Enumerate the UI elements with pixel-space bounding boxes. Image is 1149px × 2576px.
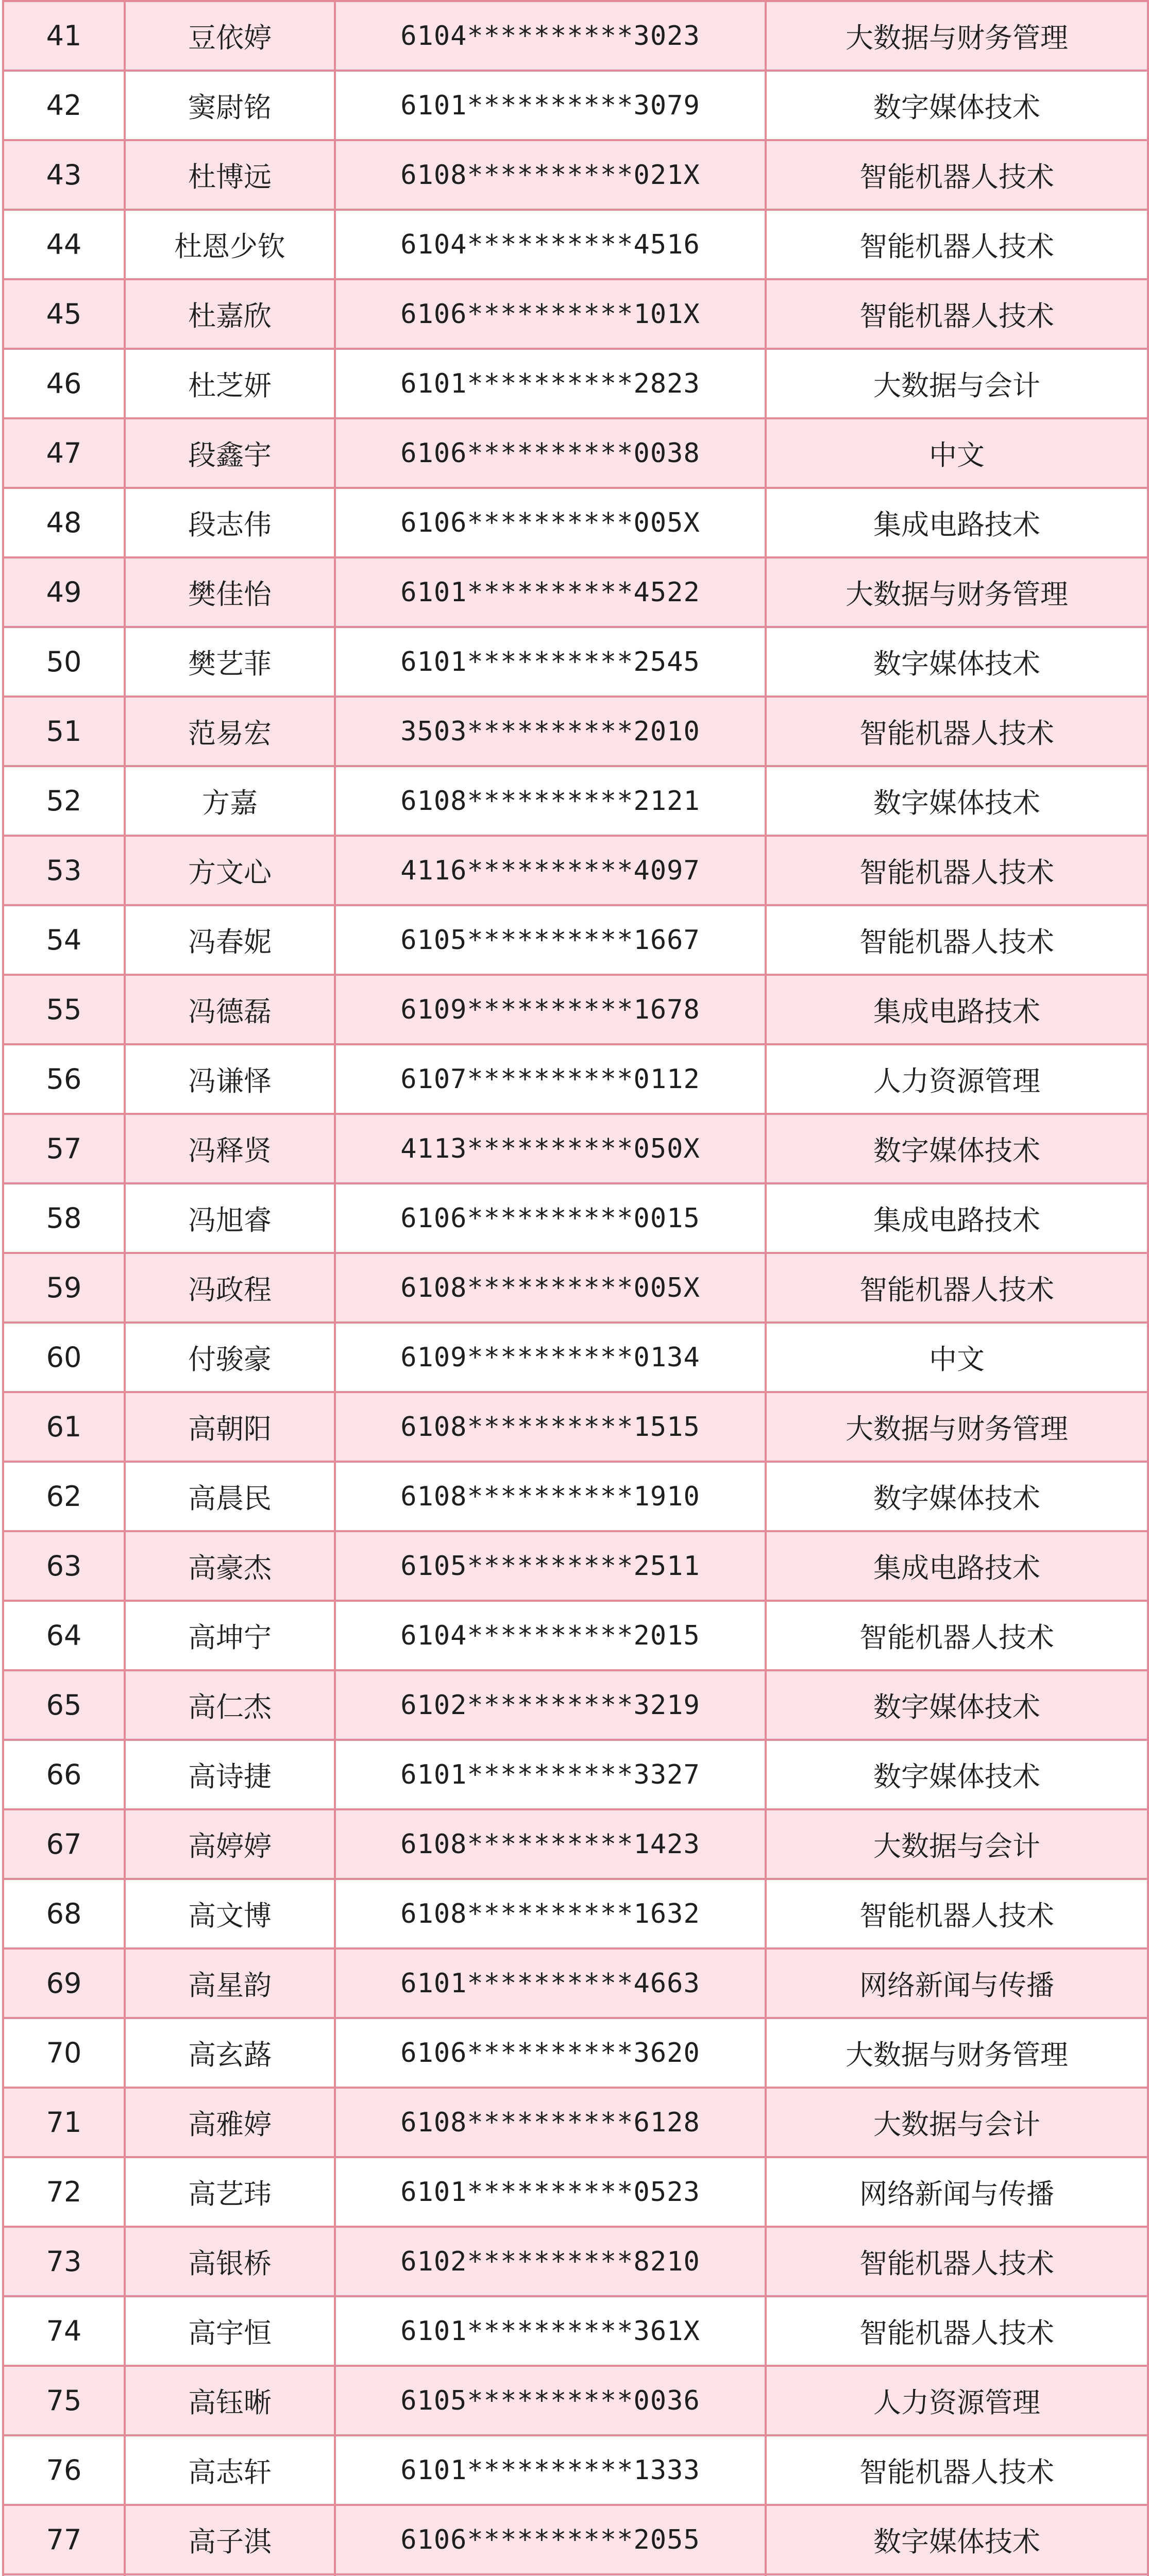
row-number-cell: 56	[3, 1044, 125, 1114]
table-row	[3, 2505, 1148, 2574]
id-number-cell: 6105**********0036	[335, 2366, 766, 2435]
student-name-cell: 高星韵	[125, 1948, 335, 2018]
table-row	[3, 1948, 1148, 2018]
table-row	[3, 2088, 1148, 2157]
id-number-cell: 6104**********4516	[335, 210, 766, 279]
id-number-cell: 6108**********005X	[335, 1253, 766, 1323]
roster-body	[3, 1, 1148, 2576]
row-number-cell: 64	[3, 1601, 125, 1670]
student-name-cell: 方嘉	[125, 766, 335, 836]
student-name-cell: 高文博	[125, 1879, 335, 1948]
id-number-cell: 6107**********0112	[335, 1044, 766, 1114]
table-row	[3, 2018, 1148, 2088]
student-name-cell: 豆依婷	[125, 1, 335, 71]
student-name-cell: 高雅婷	[125, 2088, 335, 2157]
student-name-cell: 高志轩	[125, 2435, 335, 2505]
row-number-cell: 62	[3, 1462, 125, 1531]
major-cell: 人力资源管理	[766, 2366, 1148, 2435]
row-number-cell: 52	[3, 766, 125, 836]
student-name-cell: 方文心	[125, 836, 335, 905]
student-name-cell: 高仁杰	[125, 1670, 335, 1740]
student-name-cell: 高银桥	[125, 2227, 335, 2296]
row-number-cell: 76	[3, 2435, 125, 2505]
student-name-cell: 高晨民	[125, 1462, 335, 1531]
major-cell: 网络新闻与传播	[766, 1948, 1148, 2018]
major-cell: 智能机器人技术	[766, 140, 1148, 210]
row-number-cell: 66	[3, 1740, 125, 1809]
roster-table	[2, 0, 1149, 2576]
row-number-cell: 77	[3, 2505, 125, 2574]
student-name-cell: 冯政程	[125, 1253, 335, 1323]
student-name-cell: 樊佳怡	[125, 557, 335, 627]
table-row	[3, 349, 1148, 418]
table-row	[3, 1044, 1148, 1114]
student-name-cell: 高艺玮	[125, 2157, 335, 2227]
major-cell: 数字媒体技术	[766, 71, 1148, 140]
row-number-cell: 58	[3, 1183, 125, 1253]
student-name-cell: 冯旭睿	[125, 1183, 335, 1253]
major-cell: 数字媒体技术	[766, 627, 1148, 697]
table-row	[3, 627, 1148, 697]
major-cell: 数字媒体技术	[766, 2505, 1148, 2574]
row-number-cell: 70	[3, 2018, 125, 2088]
id-number-cell: 4113**********050X	[335, 1114, 766, 1183]
id-number-cell: 6106**********3620	[335, 2018, 766, 2088]
table-row	[3, 2157, 1148, 2227]
student-name-cell: 高宇恒	[125, 2296, 335, 2366]
row-number-cell: 69	[3, 1948, 125, 2018]
student-name-cell: 高豪杰	[125, 1531, 335, 1601]
table-row	[3, 2227, 1148, 2296]
major-cell: 智能机器人技术	[766, 1253, 1148, 1323]
student-name-cell: 冯谦怿	[125, 1044, 335, 1114]
major-cell: 数字媒体技术	[766, 1462, 1148, 1531]
id-number-cell: 6108**********1910	[335, 1462, 766, 1531]
table-row	[3, 557, 1148, 627]
id-number-cell: 6101**********0523	[335, 2157, 766, 2227]
id-number-cell: 6101**********2823	[335, 349, 766, 418]
student-name-cell: 段志伟	[125, 488, 335, 557]
id-number-cell: 6102**********8210	[335, 2227, 766, 2296]
student-name-cell: 高朝阳	[125, 1392, 335, 1462]
id-number-cell: 6108**********6128	[335, 2088, 766, 2157]
table-row	[3, 975, 1148, 1044]
id-number-cell: 6106**********0015	[335, 1183, 766, 1253]
major-cell: 集成电路技术	[766, 1531, 1148, 1601]
major-cell: 集成电路技术	[766, 488, 1148, 557]
row-number-cell: 75	[3, 2366, 125, 2435]
id-number-cell: 6105**********1667	[335, 905, 766, 975]
id-number-cell: 6101**********1333	[335, 2435, 766, 2505]
row-number-cell: 48	[3, 488, 125, 557]
student-name-cell: 樊艺菲	[125, 627, 335, 697]
major-cell: 数字媒体技术	[766, 766, 1148, 836]
table-row	[3, 1183, 1148, 1253]
major-cell: 智能机器人技术	[766, 1879, 1148, 1948]
major-cell: 大数据与会计	[766, 1809, 1148, 1879]
table-row	[3, 836, 1148, 905]
major-cell: 大数据与财务管理	[766, 557, 1148, 627]
id-number-cell: 6101**********361X	[335, 2296, 766, 2366]
table-row	[3, 71, 1148, 140]
student-name-cell: 杜芝妍	[125, 349, 335, 418]
student-name-cell: 冯德磊	[125, 975, 335, 1044]
table-row	[3, 1740, 1148, 1809]
id-number-cell: 6108**********2121	[335, 766, 766, 836]
id-number-cell: 6102**********3219	[335, 1670, 766, 1740]
id-number-cell: 6108**********1423	[335, 1809, 766, 1879]
student-name-cell: 冯春妮	[125, 905, 335, 975]
table-row	[3, 1601, 1148, 1670]
major-cell: 集成电路技术	[766, 1183, 1148, 1253]
row-number-cell: 65	[3, 1670, 125, 1740]
row-number-cell: 50	[3, 627, 125, 697]
table-row	[3, 1323, 1148, 1392]
student-name-cell: 高坤宁	[125, 1601, 335, 1670]
table-row	[3, 1531, 1148, 1601]
table-row	[3, 2296, 1148, 2366]
table-row	[3, 488, 1148, 557]
student-name-cell: 段鑫宇	[125, 418, 335, 488]
table-row	[3, 1114, 1148, 1183]
row-number-cell: 60	[3, 1323, 125, 1392]
student-name-cell: 高诗捷	[125, 1740, 335, 1809]
id-number-cell: 4116**********4097	[335, 836, 766, 905]
student-name-cell: 范易宏	[125, 697, 335, 766]
student-name-cell: 高婷婷	[125, 1809, 335, 1879]
major-cell: 大数据与财务管理	[766, 1, 1148, 71]
major-cell: 数字媒体技术	[766, 1740, 1148, 1809]
table-row	[3, 1, 1148, 71]
row-number-cell: 41	[3, 1, 125, 71]
table-row	[3, 1670, 1148, 1740]
table-row	[3, 2435, 1148, 2505]
major-cell: 智能机器人技术	[766, 905, 1148, 975]
major-cell: 智能机器人技术	[766, 697, 1148, 766]
student-name-cell: 冯释贤	[125, 1114, 335, 1183]
row-number-cell: 47	[3, 418, 125, 488]
major-cell: 智能机器人技术	[766, 2227, 1148, 2296]
id-number-cell: 6101**********4663	[335, 1948, 766, 2018]
id-number-cell: 6105**********2511	[335, 1531, 766, 1601]
id-number-cell: 6109**********1678	[335, 975, 766, 1044]
row-number-cell: 71	[3, 2088, 125, 2157]
row-number-cell: 54	[3, 905, 125, 975]
student-name-cell: 杜博远	[125, 140, 335, 210]
student-name-cell: 窦尉铭	[125, 71, 335, 140]
id-number-cell: 6101**********4522	[335, 557, 766, 627]
table-row	[3, 766, 1148, 836]
row-number-cell: 49	[3, 557, 125, 627]
id-number-cell: 3503**********2010	[335, 697, 766, 766]
major-cell: 网络新闻与传播	[766, 2157, 1148, 2227]
major-cell: 中文	[766, 1323, 1148, 1392]
major-cell: 智能机器人技术	[766, 1601, 1148, 1670]
major-cell: 集成电路技术	[766, 975, 1148, 1044]
major-cell: 大数据与会计	[766, 2088, 1148, 2157]
row-number-cell: 53	[3, 836, 125, 905]
row-number-cell: 45	[3, 279, 125, 349]
id-number-cell: 6108**********1632	[335, 1879, 766, 1948]
row-number-cell: 74	[3, 2296, 125, 2366]
table-row	[3, 905, 1148, 975]
id-number-cell: 6106**********2055	[335, 2505, 766, 2574]
row-number-cell: 63	[3, 1531, 125, 1601]
row-number-cell: 51	[3, 697, 125, 766]
major-cell: 大数据与财务管理	[766, 2018, 1148, 2088]
major-cell: 数字媒体技术	[766, 1114, 1148, 1183]
id-number-cell: 6101**********3327	[335, 1740, 766, 1809]
row-number-cell: 59	[3, 1253, 125, 1323]
id-number-cell: 6106**********005X	[335, 488, 766, 557]
id-number-cell: 6109**********0134	[335, 1323, 766, 1392]
id-number-cell: 6104**********3023	[335, 1, 766, 71]
id-number-cell: 6106**********0038	[335, 418, 766, 488]
table-row	[3, 1462, 1148, 1531]
major-cell: 人力资源管理	[766, 1044, 1148, 1114]
table-row	[3, 140, 1148, 210]
row-number-cell: 55	[3, 975, 125, 1044]
student-name-cell: 高钰晰	[125, 2366, 335, 2435]
table-row	[3, 1809, 1148, 1879]
student-name-cell: 高玄蕗	[125, 2018, 335, 2088]
student-name-cell: 付骏豪	[125, 1323, 335, 1392]
id-number-cell: 6101**********2545	[335, 627, 766, 697]
major-cell: 智能机器人技术	[766, 2435, 1148, 2505]
major-cell: 数字媒体技术	[766, 1670, 1148, 1740]
id-number-cell: 6101**********3079	[335, 71, 766, 140]
table-row	[3, 2366, 1148, 2435]
major-cell: 中文	[766, 418, 1148, 488]
student-name-cell: 高子淇	[125, 2505, 335, 2574]
row-number-cell: 73	[3, 2227, 125, 2296]
major-cell: 智能机器人技术	[766, 2296, 1148, 2366]
major-cell: 智能机器人技术	[766, 279, 1148, 349]
table-row	[3, 1392, 1148, 1462]
row-number-cell: 72	[3, 2157, 125, 2227]
row-number-cell: 67	[3, 1809, 125, 1879]
table-row	[3, 697, 1148, 766]
row-number-cell: 43	[3, 140, 125, 210]
id-number-cell: 6104**********2015	[335, 1601, 766, 1670]
id-number-cell: 6108**********021X	[335, 140, 766, 210]
table-row	[3, 279, 1148, 349]
major-cell: 智能机器人技术	[766, 836, 1148, 905]
row-number-cell: 61	[3, 1392, 125, 1462]
student-name-cell: 杜嘉欣	[125, 279, 335, 349]
major-cell: 大数据与财务管理	[766, 1392, 1148, 1462]
row-number-cell: 42	[3, 71, 125, 140]
major-cell: 大数据与会计	[766, 349, 1148, 418]
table-row	[3, 1253, 1148, 1323]
id-number-cell: 6106**********101X	[335, 279, 766, 349]
id-number-cell: 6108**********1515	[335, 1392, 766, 1462]
row-number-cell: 68	[3, 1879, 125, 1948]
row-number-cell: 44	[3, 210, 125, 279]
row-number-cell: 57	[3, 1114, 125, 1183]
table-row	[3, 418, 1148, 488]
table-row	[3, 1879, 1148, 1948]
student-name-cell: 杜恩少钦	[125, 210, 335, 279]
major-cell: 智能机器人技术	[766, 210, 1148, 279]
table-row	[3, 210, 1148, 279]
row-number-cell: 46	[3, 349, 125, 418]
